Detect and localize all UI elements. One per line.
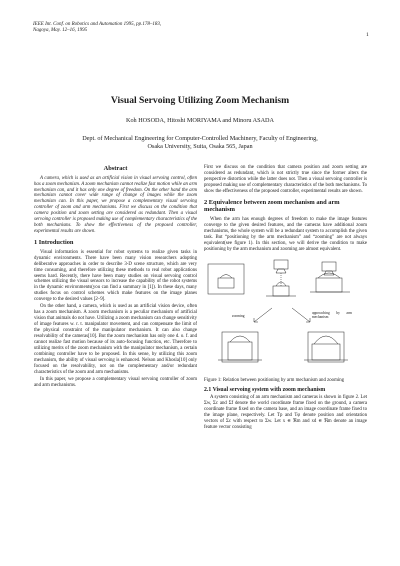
image-frame-bottom-right: [308, 332, 344, 362]
object-approached: [312, 344, 340, 360]
object-left-frame: [218, 278, 234, 288]
paper-title: Visual Servoing Utilizing Zoom Mechanism: [110, 95, 290, 106]
figure-1-caption: Figure 1: Relation between positioning by arm mechanism and zooming: [204, 377, 345, 383]
abstract-heading: Abstract: [103, 165, 128, 172]
right-column: [204, 165, 367, 432]
object-top-center: [273, 286, 289, 296]
section-1-paragraph-1: Visual information is essential for robot systems to realize given tasks in dynamic environments. There have been many vision researchers adopting deliberative approaches in order to describe 3-D scene structure, which are very time consuming, and therefore utilizing these methods to real robot applications seems hard. Recently, there have been many studies on visual servoing control schemes utilizing the visual sensors to increase the capability of the robot systems in the dynamic environments(you can find a summary in [1]). In these days, many studies focus on control schemes which make features on the image planes converge to the desired values [2–9].: [34, 249, 197, 303]
running-header: [33, 22, 161, 34]
section-1-paragraph-2: On the other hand, a camera, which is used as an artificial vision device, often has a zoom mechanism. A zoom mechanism is a peculiar mechanism of artificial vision that animals do not have. Utilizing a zoom mechanism can change sensitivity of image features w. r. t. manipulator movement, and can compensate the limit of the physical constraint of the manipulator mechanism. It can also change resolvability of the cameras[10]. But the zoom mechanism has only one d. o. f. and cannot realize fast motion because of its auto-focusing function, etc. Therefore to utilizing merits of the zoom mechanism with the manipulator mechanism, a certain combining controller have to be proposed. In this sense, by utilizing this zoom mechanism, the ability of visual servoing is enhanced. Nelson and Khosla[10] only focused on the resolvability, not on the complementary and/or redundant characteristics of the zoom and arm mechanisms.: [34, 304, 197, 375]
paper-authors: Koh HOSODA, Hitoshi MORIYAMA and Minoru ASADA: [126, 117, 274, 124]
section-2-paragraph-1: When the arm has enough degrees of freedom to make the image features converge to the given desired features, and the cameras have additional zoom mechanisms, the whole system will be a redundant system to accomplish the given task. But “positioning by the arm mechanism” and “zooming” are not always equivalent(see figure 1). In this section, we will derive the condition to make positioning by the arm mechanism and zooming are almost equivalent.: [204, 216, 367, 252]
section-2-heading: 2 Equivalence between zoom mechanism and arm mechanism: [204, 198, 340, 214]
image-frame-bottom-left: [222, 332, 258, 362]
abstract-text: A camera, which is used as an artificial vision in visual servoing control, often has a zoom mechanism. A zoom mechanism cannot realize fast motion while an arm mechanism can, and it has only one degree of freedom. On the other hand the arm mechanism cannot cover wide range of change of images while the zoom mechanism can. In this paper, we propose a complementary visual servoing controller of zoom and arm mechanisms. First we discuss on the condition that camera position and zoom setting are considered as redundant. Then a visual servoing controller is proposed making use of complementary characteristics of the both mechanisms. To show the effectiveness of the proposed controller, experimental results are shown.: [34, 175, 197, 235]
arrow-arm: [292, 308, 310, 322]
object-zoomed: [228, 342, 252, 360]
object-top-right: [316, 278, 342, 292]
section-1-heading: 1 Introduction: [34, 239, 74, 247]
lens-top-center: [276, 269, 286, 273]
left-column: [34, 165, 197, 390]
section-1-paragraph-3: In this paper, we propose a complementary visual servoing controller of zoom and arm mechanisms.: [34, 377, 197, 389]
affiliation-line-2: Osaka University, Suita, Osaka 565, Japan: [147, 142, 253, 150]
right-intro-paragraph: First we discuss on the condition that camera position and zoom setting are considered as redundant, which is not strictly true since the former alters the perspective distortion while the latter does not. Then a visual servoing controller is proposed making use of complementary characteristics of the both mechanisms. To show the effectiveness of the proposed controller, experimental results are shown.: [204, 165, 367, 194]
paper-affiliation: [0, 135, 400, 150]
affiliation-line-1: Dept. of Mechanical Engineering for Computer-Controlled Machinery, Faculty of Engineering,: [82, 135, 318, 142]
page-number: 1: [366, 32, 369, 38]
section-2-1-paragraph-1: A system consisting of an arm mechanism and cameras is shown in figure 2. Let Σw, Σc and Σf denote the world coordinate frame fixed on the ground, a camera coordinate frame fixed on the camera base, and an image coordinate frame fixed to the image plane, respectively. Let Tp and Tφ denote position and orientation vectors of Σc with respect to Σw. Let x ∈ ℜm and xd ∈ ℜm denote an image feature vector consisting: [204, 395, 367, 431]
image-frame-left: [208, 264, 244, 294]
camera-top-center: [274, 260, 288, 269]
arrow-zooming: [254, 308, 272, 322]
figure-label-zooming: zooming: [232, 313, 245, 318]
camera-top-right: [322, 262, 336, 271]
section-2-1-heading: 2.1 Visual servoing system with zoom mechanism: [204, 386, 326, 393]
figure-1: [204, 256, 367, 376]
header-line-2: Nagoya, May. 12–16, 1995: [33, 28, 88, 34]
figure-label-arm: approaching by arm mechanism: [312, 310, 352, 319]
header-line-1: IEEE Int. Conf. on Robotics and Automation 1995, pp.178–183,: [33, 22, 162, 27]
